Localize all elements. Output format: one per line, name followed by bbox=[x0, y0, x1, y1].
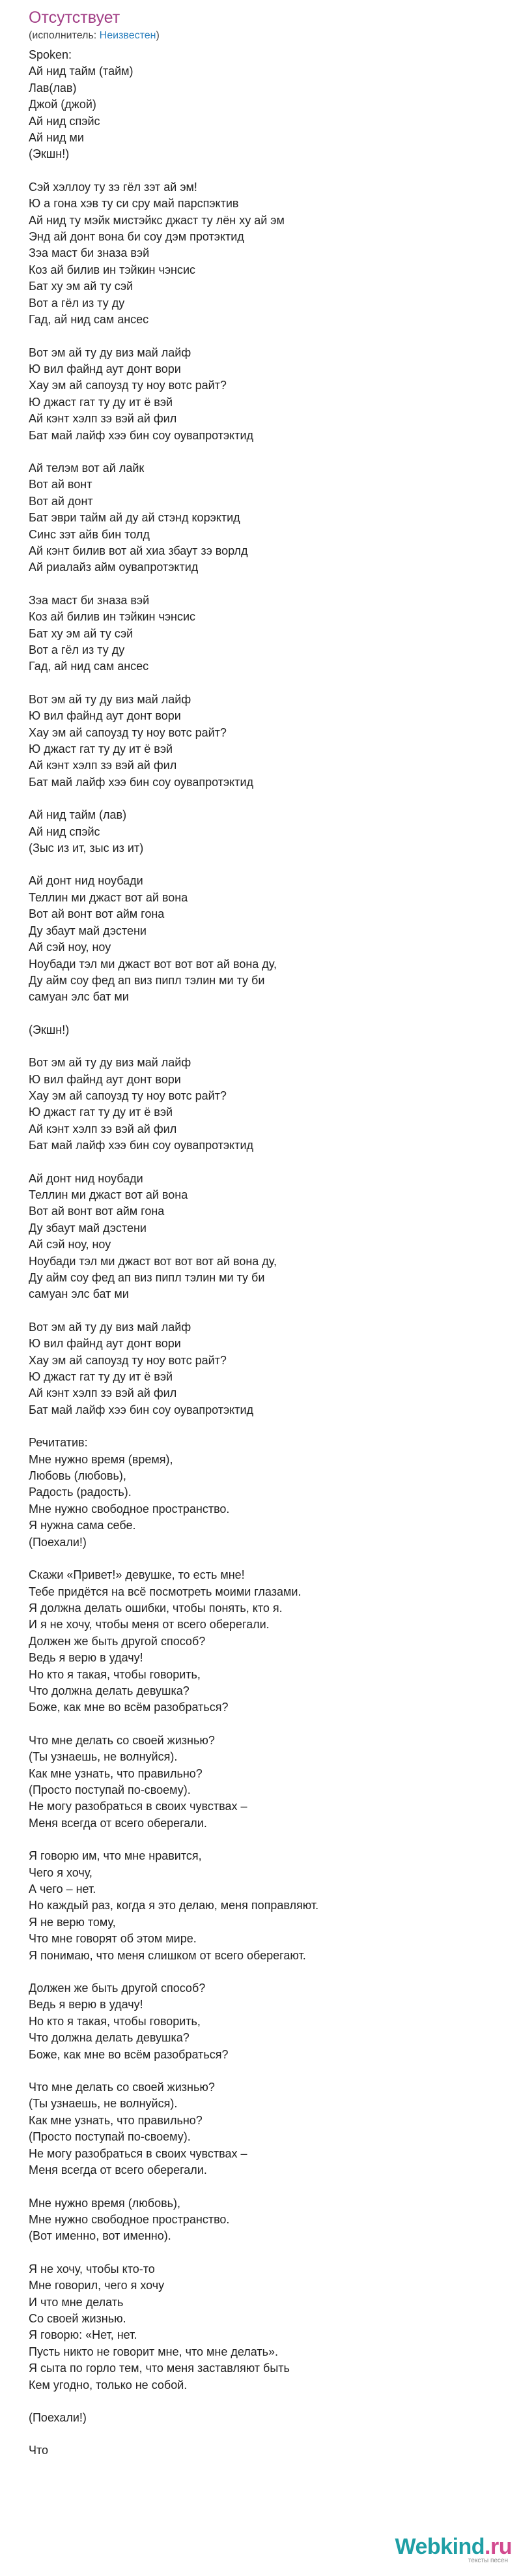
lyrics-line: Ай кэнт хэлп зэ вэй ай фил bbox=[29, 1386, 177, 1400]
lyrics-stanza bbox=[29, 2079, 521, 2178]
lyrics-line: Вот а гёл из ту ду bbox=[29, 296, 125, 310]
lyrics-line: (Ты узнаешь, не волнуйся). bbox=[29, 2097, 178, 2111]
lyrics-line: Что должна делать девушка? bbox=[29, 1684, 190, 1697]
lyrics-line: самуан элс бат ми bbox=[29, 990, 129, 1004]
lyrics-line: Ай сэй ноу, ноу bbox=[29, 1238, 111, 1251]
lyrics-line: (Экшн!) bbox=[29, 147, 70, 161]
lyrics-line: Ай донт нид ноубади bbox=[29, 1171, 143, 1185]
logo-tld: .ru bbox=[485, 2534, 512, 2559]
lyrics-line: Ай нид ту мэйк мистэйкс джаст ту лён ху ай эм bbox=[29, 213, 285, 227]
logo-wordmark: Webkind bbox=[395, 2534, 485, 2559]
lyrics-line: Ду збаут май дэстени bbox=[29, 1221, 147, 1235]
lyrics-stanza bbox=[29, 1848, 521, 1964]
lyrics-line: Коз ай билив ин тэйкин чэнсис bbox=[29, 610, 196, 624]
lyrics-line: Как мне узнать, что правильно? bbox=[29, 1766, 203, 1780]
lyrics-line: Джой (джой) bbox=[29, 98, 96, 111]
lyrics-stanza bbox=[29, 807, 521, 856]
song-title: Отсутствует bbox=[29, 8, 120, 27]
lyrics-line: (Просто поступай по-своему). bbox=[29, 1783, 191, 1796]
lyrics-stanza bbox=[29, 1055, 521, 1154]
lyrics-line: Ноубади тэл ми джаст вот вот вот ай вона ду, bbox=[29, 1254, 277, 1268]
logo-tagline: тексты песен bbox=[468, 2557, 508, 2564]
lyrics-line: Я не верю тому, bbox=[29, 1915, 116, 1929]
lyrics-line: Вот а гёл из ту ду bbox=[29, 643, 125, 656]
lyrics-line: Бат май лайф хээ бин соу оувапротэктид bbox=[29, 775, 254, 789]
lyrics-line: Ай сэй ноу, ноу bbox=[29, 941, 111, 954]
lyrics-line: Ай риалайз айм оувапротэктид bbox=[29, 561, 199, 574]
lyrics-line: Но кто я такая, чтобы говорить, bbox=[29, 2014, 201, 2028]
lyrics-line: Ю а гона хэв ту си сру май парспэктив bbox=[29, 197, 239, 211]
lyrics-line: Я понимаю, что меня слишком от всего оберегают. bbox=[29, 1948, 306, 1962]
lyrics-body bbox=[29, 47, 521, 2459]
lyrics-line: Со своей жизнью. bbox=[29, 2311, 126, 2325]
lyrics-line: Энд ай донт вона би соу дэм протэктид bbox=[29, 230, 244, 244]
lyrics-line: (Поехали!) bbox=[29, 1535, 87, 1549]
lyrics-line: Ай нид спэйс bbox=[29, 825, 100, 838]
lyrics-line: Должен же быть другой способ? bbox=[29, 1982, 206, 1995]
lyrics-line: Теллин ми джаст вот ай вона bbox=[29, 1188, 188, 1201]
lyrics-line: Бат май лайф хээ бин соу оувапротэктид bbox=[29, 428, 254, 442]
lyrics-line: Я не хочу, чтобы кто-то bbox=[29, 2262, 155, 2276]
lyrics-line: Ведь я верю в удачу! bbox=[29, 1998, 143, 2012]
lyrics-line: Бат май лайф хээ бин соу оувапротэктид bbox=[29, 1139, 254, 1152]
lyrics-line: Ду айм соу фед ап виз пипл тэлин ми ту би bbox=[29, 973, 265, 987]
lyrics-line: Пусть никто не говорит мне, что мне делать». bbox=[29, 2345, 279, 2358]
lyrics-line: Чего я хочу, bbox=[29, 1866, 92, 1879]
lyrics-stanza bbox=[29, 345, 521, 444]
lyrics-line: Я говорю им, что мне нравится, bbox=[29, 1849, 202, 1863]
lyrics-line: Я сыта по горло тем, что меня заставляют быть bbox=[29, 2362, 290, 2375]
lyrics-line: Мне говорил, чего я хочу bbox=[29, 2279, 165, 2292]
lyrics-line: Ай кэнт хэлп зэ вэй ай фил bbox=[29, 412, 177, 426]
lyrics-line: Ю джаст гат ту ду ит ё вэй bbox=[29, 395, 173, 409]
lyrics-line: Бат ху эм ай ту сэй bbox=[29, 626, 134, 640]
lyrics-line: Тебе придётся на всё посмотреть моими глазами. bbox=[29, 1585, 302, 1598]
site-logo[interactable] bbox=[395, 2534, 513, 2564]
lyrics-line: Я говорю: «Нет, нет. bbox=[29, 2328, 137, 2342]
lyrics-line: А чего – нет. bbox=[29, 1882, 96, 1895]
lyrics-line: Но кто я такая, чтобы говорить, bbox=[29, 1667, 201, 1681]
lyrics-line: Мне нужно свободное пространство. bbox=[29, 1502, 230, 1515]
lyrics-line: Зэа маст би зназа вэй bbox=[29, 593, 150, 607]
lyrics-line: Любовь (любовь), bbox=[29, 1469, 126, 1483]
lyrics-line: Но каждый раз, когда я это делаю, меня поправляют. bbox=[29, 1899, 319, 1912]
lyrics-line: Spoken: bbox=[29, 48, 72, 61]
lyrics-line: Вот ай донт bbox=[29, 494, 93, 508]
lyrics-line: Вот эм ай ту ду виз май лайф bbox=[29, 1320, 191, 1334]
lyrics-stanza bbox=[29, 47, 521, 163]
lyrics-stanza bbox=[29, 2261, 521, 2393]
lyrics-line: Вот эм ай ту ду виз май лайф bbox=[29, 692, 191, 706]
lyrics-stanza bbox=[29, 1567, 521, 1716]
lyrics-line: Мне нужно время (любовь), bbox=[29, 2196, 181, 2210]
lyrics-line: Ю джаст гат ту ду ит ё вэй bbox=[29, 1370, 173, 1384]
lyrics-line: Ай нид ми bbox=[29, 131, 84, 145]
lyrics-stanza bbox=[29, 1171, 521, 1303]
lyrics-line: (Вот именно, вот именно). bbox=[29, 2229, 171, 2243]
lyrics-line: Гад, ай нид сам ансес bbox=[29, 660, 149, 673]
lyrics-line: Кем угодно, только не собой. bbox=[29, 2378, 188, 2392]
lyrics-line: Зэа маст би зназа вэй bbox=[29, 246, 150, 260]
lyrics-line: Бат май лайф хээ бин соу оувапротэктид bbox=[29, 1403, 254, 1416]
lyrics-line: Ю джаст гат ту ду ит ё вэй bbox=[29, 742, 173, 756]
lyrics-line: Вот ай вонт вот айм гона bbox=[29, 1205, 165, 1218]
lyrics-line: Вот ай вонт bbox=[29, 478, 92, 491]
lyrics-line: Боже, как мне во всём разобраться? bbox=[29, 2047, 229, 2061]
lyrics-stanza bbox=[29, 2195, 521, 2245]
lyrics-line: Что мне делать со своей жизнью? bbox=[29, 1733, 215, 1747]
artist-line bbox=[29, 30, 521, 42]
lyrics-line: самуан элс бат ми bbox=[29, 1287, 129, 1301]
lyrics-stanza bbox=[29, 460, 521, 576]
lyrics-line: Ай донт нид ноубади bbox=[29, 874, 143, 888]
artist-suffix: ) bbox=[156, 30, 160, 41]
lyrics-line: Меня всегда от всего оберегали. bbox=[29, 2163, 207, 2177]
lyrics-line: Должен же быть другой способ? bbox=[29, 1634, 206, 1648]
lyrics-line: Что мне говорят об этом мире. bbox=[29, 1932, 197, 1946]
lyrics-stanza bbox=[29, 1022, 521, 1038]
lyrics-line: Бат ху эм ай ту сэй bbox=[29, 280, 134, 293]
lyrics-line: Хау эм ай сапоузд ту ноу вотс райт? bbox=[29, 1353, 227, 1367]
lyrics-line: Мне нужно время (время), bbox=[29, 1452, 173, 1466]
lyrics-stanza bbox=[29, 2410, 521, 2426]
lyrics-line: Ю вил файнд аут донт вори bbox=[29, 709, 181, 723]
lyrics-line: Ай кэнт хэлп зэ вэй ай фил bbox=[29, 1122, 177, 1135]
artist-link[interactable]: Неизвестен bbox=[99, 30, 156, 41]
lyrics-line: Боже, как мне во всём разобраться? bbox=[29, 1701, 229, 1714]
lyrics-line: Ай нид тайм (тайм) bbox=[29, 65, 134, 78]
lyrics-line: Ноубади тэл ми джаст вот вот вот ай вона ду, bbox=[29, 957, 277, 971]
lyrics-line: Речитатив: bbox=[29, 1436, 88, 1450]
lyrics-stanza bbox=[29, 179, 521, 329]
lyrics-line: Я должна делать ошибки, чтобы понять, кто я. bbox=[29, 1601, 283, 1615]
lyrics-line: Теллин ми джаст вот ай вона bbox=[29, 890, 188, 904]
lyrics-stanza bbox=[29, 1980, 521, 2063]
lyrics-line: Радость (радость). bbox=[29, 1486, 132, 1499]
lyrics-line: Коз ай билив ин тэйкин чэнсис bbox=[29, 263, 196, 276]
lyrics-line: (Экшн!) bbox=[29, 1023, 70, 1036]
lyrics-stanza bbox=[29, 1733, 521, 1832]
lyrics-stanza bbox=[29, 1435, 521, 1551]
lyrics-line: Как мне узнать, что правильно? bbox=[29, 2113, 203, 2127]
lyrics-line: Ду айм соу фед ап виз пипл тэлин ми ту би bbox=[29, 1271, 265, 1284]
lyrics-line: Вот ай вонт вот айм гона bbox=[29, 907, 165, 921]
lyrics-line: Вот эм ай ту ду виз май лайф bbox=[29, 345, 191, 359]
lyrics-line: Хау эм ай сапоузд ту ноу вотс райт? bbox=[29, 725, 227, 739]
lyrics-line: (Поехали!) bbox=[29, 2410, 87, 2424]
lyrics-line: Вот эм ай ту ду виз май лайф bbox=[29, 1056, 191, 1070]
lyrics-line: Синс зэт айв бин толд bbox=[29, 527, 150, 541]
lyrics-line: (Просто поступай по-своему). bbox=[29, 2130, 191, 2144]
lyrics-line: (Ты узнаешь, не волнуйся). bbox=[29, 1750, 178, 1764]
lyrics-line: Не могу разобраться в своих чувствах – bbox=[29, 1800, 247, 1813]
artist-prefix: (исполнитель: bbox=[29, 30, 100, 41]
lyrics-line: И что мне делать bbox=[29, 2295, 124, 2309]
lyrics-line: Хау эм ай сапоузд ту ноу вотс райт? bbox=[29, 1089, 227, 1102]
lyrics-line: Ведь я верю в удачу! bbox=[29, 1651, 143, 1665]
lyrics-line: Ду збаут май дэстени bbox=[29, 924, 147, 937]
lyrics-line: Бат эври тайм ай ду ай стэнд корэктид bbox=[29, 511, 240, 525]
lyrics-line: Ай нид тайм (лав) bbox=[29, 808, 127, 822]
lyrics-line: Скажи «Привет!» девушке, то есть мне! bbox=[29, 1568, 245, 1582]
lyrics-stanza bbox=[29, 692, 521, 791]
lyrics-line: Что мне делать со своей жизнью? bbox=[29, 2081, 215, 2094]
lyrics-stanza bbox=[29, 2442, 521, 2459]
lyrics-line: Мне нужно свободное пространство. bbox=[29, 2212, 230, 2226]
lyrics-line: Меня всегда от всего оберегали. bbox=[29, 1816, 207, 1830]
lyrics-line: Ай телэм вот ай лайк bbox=[29, 461, 145, 475]
lyrics-line: Что bbox=[29, 2444, 49, 2457]
lyrics-line: Не могу разобраться в своих чувствах – bbox=[29, 2146, 247, 2160]
lyrics-stanza bbox=[29, 873, 521, 1005]
lyrics-line: Ю джаст гат ту ду ит ё вэй bbox=[29, 1105, 173, 1119]
lyrics-line: Ю вил файнд аут донт вори bbox=[29, 1072, 181, 1086]
lyrics-line: Лав(лав) bbox=[29, 81, 77, 95]
lyrics-line: Ю вил файнд аут донт вори bbox=[29, 1337, 181, 1351]
lyrics-line: (Зыс из ит, зыс из ит) bbox=[29, 842, 144, 855]
lyrics-stanza bbox=[29, 1319, 521, 1418]
lyrics-stanza bbox=[29, 593, 521, 675]
lyrics-line: Гад, ай нид сам ансес bbox=[29, 313, 149, 327]
lyrics-line: Ай кэнт хэлп зэ вэй ай фил bbox=[29, 759, 177, 772]
lyrics-line: Я нужна сама себе. bbox=[29, 1519, 136, 1532]
lyrics-line: Сэй хэллоу ту зэ гёл зэт ай эм! bbox=[29, 180, 197, 194]
lyrics-line: Ю вил файнд аут донт вори bbox=[29, 362, 181, 375]
lyrics-line: И я не хочу, чтобы меня от всего оберегали. bbox=[29, 1618, 270, 1632]
lyrics-line: Ай нид спэйс bbox=[29, 114, 100, 128]
lyrics-line: Хау эм ай сапоузд ту ноу вотс райт? bbox=[29, 379, 227, 392]
lyrics-line: Ай кэнт билив вот ай хиа збаут зэ ворлд bbox=[29, 544, 248, 557]
lyrics-line: Что должна делать девушка? bbox=[29, 2031, 190, 2045]
